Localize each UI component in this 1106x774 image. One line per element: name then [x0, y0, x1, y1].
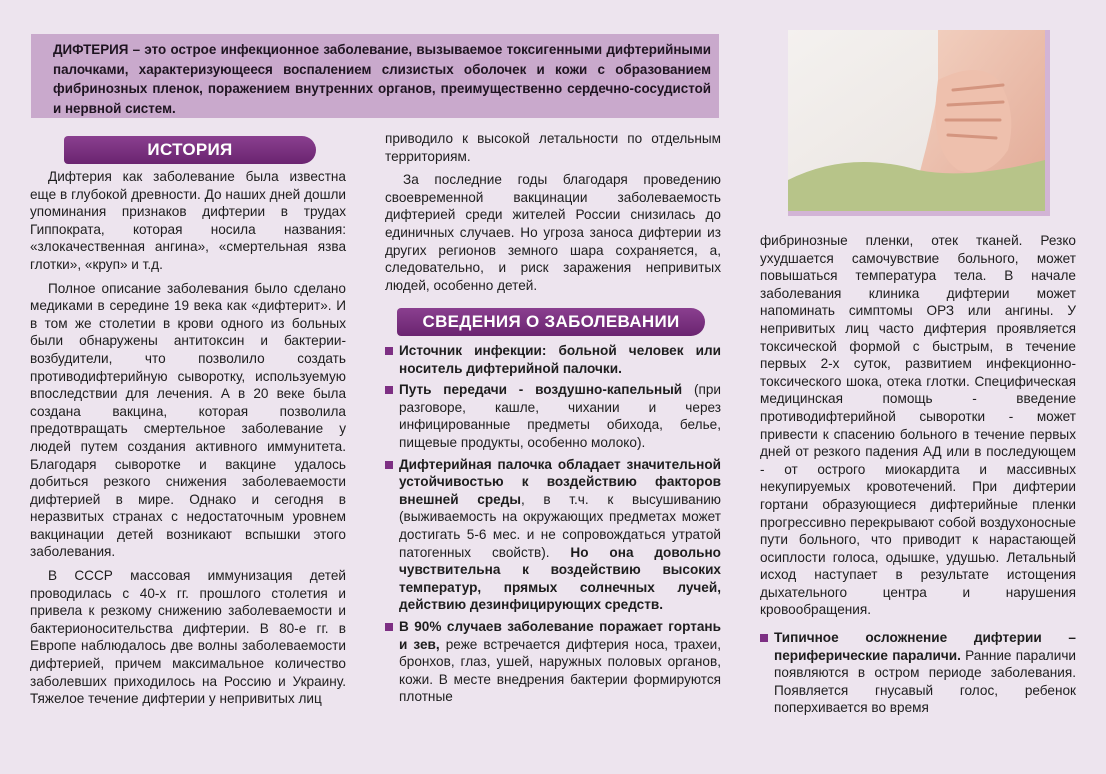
intro-definition: [31, 34, 719, 118]
transmission-route: Путь передачи - воздушно-капельный: [399, 382, 683, 398]
affected-organs: В 90% случаев заболевание поражает гортань и зев,: [399, 618, 721, 652]
history-column-continued: [385, 130, 721, 300]
complication: Типичное осложнение дифтерии – периферические параличи.: [774, 630, 1076, 663]
history-paragraph-1: Дифтерия как заболевание была известна еще в глубокой древности. До наших дней дошли упоминания признаков дифтерии в трудах Гиппократа, которая носила названия: «злокачественная ангина», «смертельная язва глотки», «круп» и т.д.: [30, 169, 346, 272]
list-item: [385, 456, 721, 614]
history-column: [30, 168, 346, 714]
symptoms-text: фибринозные пленки, отек тканей. Резко ухудшается самочувствие больного, может повышаться температура тела. В начале заболевания клиника дифтерии может напоминать симптомы ОРЗ или ангины. У непривитых лиц часто дифтерия проявляется токсической формой с быстрым, в течение первых 2-х суток, развитием инфекционно-токсического шока, отека глотки. Специфическая медицинская помощь - введение противодифтерийной сыворотки - может привести к спасению больного в течение первых дней от резкого падения АД или в последующем - от острого миокардита и массивных некупируемых кровотечений. При дифтерии гортани образующиеся дифтерийные пленки прогрессивно перекрывают собой воздухоносные пути больного, что приводит к нарастающей осиплости голоса, одышке, удушью. Летальный исход наступает в результате истощения дыхательного центра и нарушения кровообращения.: [760, 233, 1076, 618]
list-item: [385, 381, 721, 451]
bacteria-resistance: Дифтерийная палочка обладает значительной устойчивостью к воздействию факторов внешней среды: [399, 456, 721, 507]
history-paragraph-2: Полное описание заболевания было сделано медиками в середине 19 века как «дифтерит». И в том же столетии в крови одного из больных были обнаружены антитоксин и бактерии-возбудители, что позволило создать противодифтерийную сыворотку, используемую впоследствии для лечения. А в 20 веке была создана вакцина, которая позволила предотвращать смертельное заболевание у людей путем создания активного иммунитета. Благодаря сыворотке и вакцине удалось добиться резкого снижения заболеваемости дифтерией в мире. Однако и сегодня в неразвитых странах с недостаточным уровнем вакцинации детей возникают вспышки этого заболевания.: [30, 280, 346, 560]
affected-organs-details: реже встречается дифтерия носа, трахеи, бронхов, глаз, ушей, наружных половых органов, кожи. В месте внедрения бактерии формируются плотные: [399, 636, 721, 705]
bullet-square-icon: [385, 347, 393, 355]
history-paragraph-recent: За последние годы благодаря проведению своевременной вакцинации заболеваемость дифтерией среди жителей России снизилась до единичных случаев. Но угроза заноса дифтерии из других регионов земного шара сохраняется, а, следовательно, и риск заражения непривитых людей, особенно детей.: [385, 172, 721, 293]
history-header: ИСТОРИЯ: [64, 136, 316, 164]
complication-details: Ранние параличи появляются в остром периоде заболевания. Появляется гнусавый голос, ребенок поперхивается во время: [774, 647, 1076, 716]
throat-pain-photo: [788, 30, 1050, 216]
list-item: [760, 629, 1076, 717]
transmission-details: (при разговоре, кашле, чихании и через инфицированные предметы обихода, белье, пищевые продукты, особенно молоко).: [399, 382, 721, 450]
history-paragraph-3: В СССР массовая иммунизация детей проводилась с 40-х гг. прошлого столетия и привела к резкому снижению заболеваемости и бактерионосительства дифтерии. В 80-е гг. в Европе наблюдалось две волны заболеваемости дифтерией, причем максимальное количество заболевших приходилось на Россию и Украину. Тяжелое течение дифтерии у непривитых лиц: [30, 568, 346, 707]
list-item: [385, 618, 721, 706]
photo-illustration: [788, 30, 1045, 211]
symptoms-column: [760, 232, 1076, 721]
list-item: [385, 342, 721, 377]
bullet-square-icon: [385, 461, 393, 469]
disease-info-header: СВЕДЕНИЯ О ЗАБОЛЕВАНИИ: [397, 308, 705, 336]
bullet-square-icon: [385, 623, 393, 631]
bacteria-sensitivity: Но она довольно чувствительна к воздействию высоких температур, прямых солнечных лучей, действию дезинфицирующих средств.: [399, 544, 721, 613]
history-continuation: приводило к высокой летальности по отдельным территориям.: [385, 131, 721, 164]
infection-source: Источник инфекции: больной человек или носитель дифтерийной палочки.: [399, 343, 721, 376]
intro-text: – это острое инфекционное заболевание, вызываемое токсигенными дифтерийными палочками, характеризующееся воспалением слизистых оболочек и кожи с образованием фибринозных пленок, поражением внутренних органов, преимущественно сердечно-сосудистой и нервной систем.: [53, 42, 711, 116]
bullet-square-icon: [760, 634, 768, 642]
intro-term: ДИФТЕРИЯ: [53, 42, 129, 57]
disease-info-list: [385, 342, 721, 710]
bullet-square-icon: [385, 386, 393, 394]
bacteria-resistance-details: , в т.ч. к высушиванию (выживаемость на окружающих предметах может достигать 5-6 мес. и не сопровождаться утратой патогенных свойств).: [399, 491, 721, 560]
